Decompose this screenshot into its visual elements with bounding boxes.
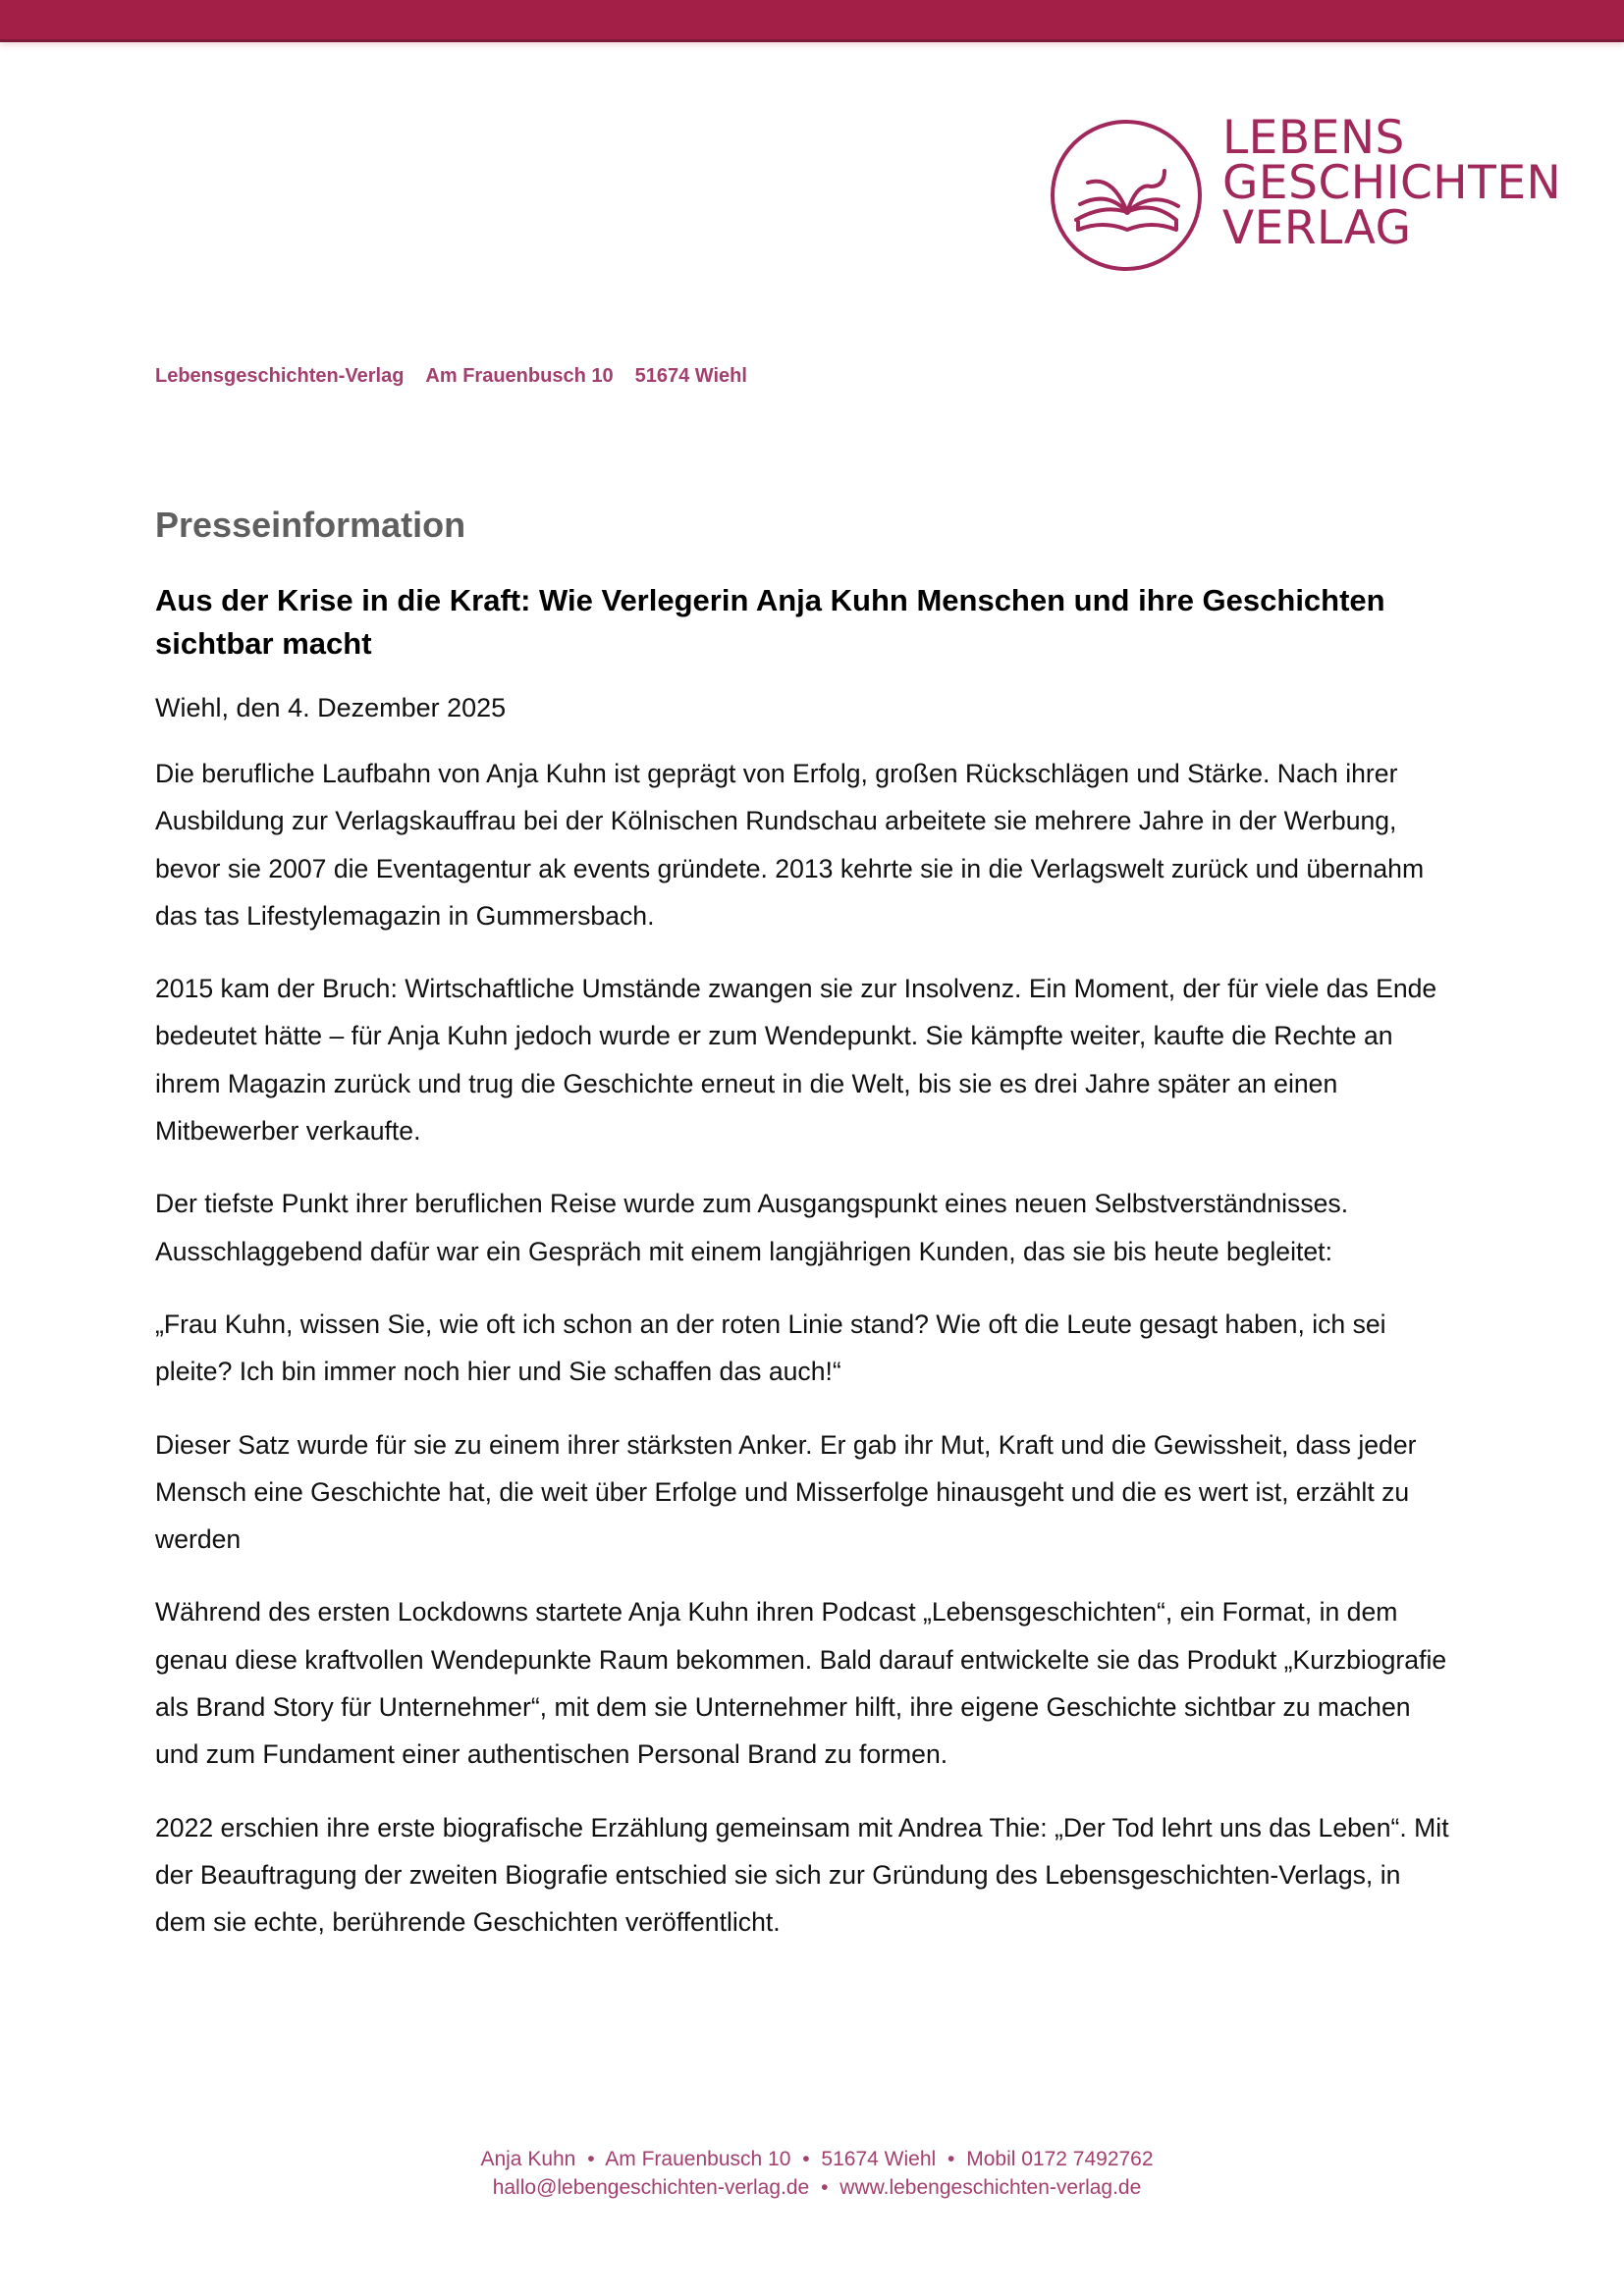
- body-paragraph: Der tiefste Punkt ihrer beruflichen Reise wurde zum Ausgangspunkt eines neuen Selbstverständnisses. Ausschlaggebend dafür war ein Gespräch mit einem langjährigen Kunden, das sie bis heute begleitet:: [155, 1189, 1349, 1266]
- body-paragraph: Dieser Satz wurde für sie zu einem ihrer stärksten Anker. Er gab ihr Mut, Kraft und die Gewissheit, dass jeder Mensch eine Geschichte hat, die weit über Erfolge und Misserfolge hinausgeht und die es wert ist, erzählt zu werden: [155, 1429, 1417, 1555]
- press-release-headline: Aus der Krise in die Kraft: Wie Verlegerin Anja Kuhn Menschen und ihre Geschichten sichtbar macht: [155, 583, 1385, 661]
- body-paragraph: Die berufliche Laufbahn von Anja Kuhn ist geprägt von Erfolg, großen Rückschlägen und Stärke. Nach ihrer Ausbildung zur Verlagskauffrau bei der Kölnischen Rundschau arbeitete sie mehrere Jahre in der Werbung, bevor sie 2007 die Eventagentur ak events gründete. 2013 kehrte sie in die Verlagswelt zurück und übernahm das tas Lifestylemagazin in Gummersbach.: [155, 759, 1425, 931]
- top-brand-bar: [0, 0, 1624, 39]
- footer-city: 51674 Wiehl: [821, 2148, 937, 2170]
- footer-separator: •: [947, 2148, 955, 2170]
- sender-street: Am Frauenbusch 10: [425, 365, 614, 387]
- body-paragraph: 2022 erschien ihre erste biografische Erzählung gemeinsam mit Andrea Thie: „Der Tod lehrt uns das Leben“. Mit der Beauftragung der zweiten Biografie entschied sie sich zur Gründung des Lebensgeschichten-Verlags, in dem sie echte, berührende Geschichten veröffentlicht.: [155, 1812, 1449, 1938]
- sender-company: Lebensgeschichten-Verlag: [155, 365, 405, 387]
- footer-separator: •: [802, 2148, 810, 2170]
- logo-line: VERLAG: [1222, 201, 1412, 255]
- logo-line: LEBENS: [1222, 111, 1405, 165]
- press-release-body: [155, 750, 1451, 1972]
- logo-line: GESCHICHTEN: [1222, 156, 1562, 210]
- publisher-logo: [1049, 111, 1569, 281]
- footer-mobile: Mobil 0172 7492762: [966, 2148, 1154, 2170]
- open-book-in-circle-icon: [1049, 114, 1216, 281]
- quote-paragraph: „Frau Kuhn, wissen Sie, wie oft ich schon an der roten Linie stand? Wie oft die Leute gesagt haben, ich sei pleite? Ich bin immer noch hier und Sie schaffen das auch!“: [155, 1308, 1386, 1387]
- page-footer: [0, 2145, 1624, 2202]
- sender-city: 51674 Wiehl: [634, 365, 747, 387]
- footer-separator: •: [821, 2176, 829, 2199]
- footer-website-link[interactable]: www.lebengeschichten-verlag.de: [839, 2176, 1142, 2199]
- footer-contact-line: [0, 2145, 1624, 2173]
- footer-separator: •: [587, 2148, 595, 2170]
- footer-email-link[interactable]: hallo@lebengeschichten-verlag.de: [492, 2176, 810, 2199]
- document-type-heading: Presseinformation: [155, 505, 466, 545]
- dateline: Wiehl, den 4. Dezember 2025: [155, 693, 507, 722]
- body-paragraph: Während des ersten Lockdowns startete Anja Kuhn ihren Podcast „Lebensgeschichten“, ein Format, in dem genau diese kraftvollen Wendepunkte Raum bekommen. Bald darauf entwickelte sie das Produkt „Kurzbiografie als Brand Story für Unternehmer“, mit dem sie Unternehmer hilft, ihre eigene Geschichte sichtbar zu machen und zum Fundament einer authentischen Personal Brand zu formen.: [155, 1597, 1447, 1770]
- logo-wordmark: [1222, 111, 1562, 255]
- footer-web-line: [0, 2173, 1624, 2202]
- sender-address-line: [155, 365, 769, 388]
- footer-name: Anja Kuhn: [480, 2148, 576, 2170]
- footer-street: Am Frauenbusch 10: [605, 2148, 791, 2170]
- body-paragraph: 2015 kam der Bruch: Wirtschaftliche Umstände zwangen sie zur Insolvenz. Ein Moment, der für viele das Ende bedeutet hätte – für Anja Kuhn jedoch wurde er zum Wendepunkt. Sie kämpfte weiter, kaufte die Rechte an ihrem Magazin zurück und trug die Geschichte erneut in die Welt, bis sie es drei Jahre später an einen Mitbewerber verkaufte.: [155, 974, 1437, 1147]
